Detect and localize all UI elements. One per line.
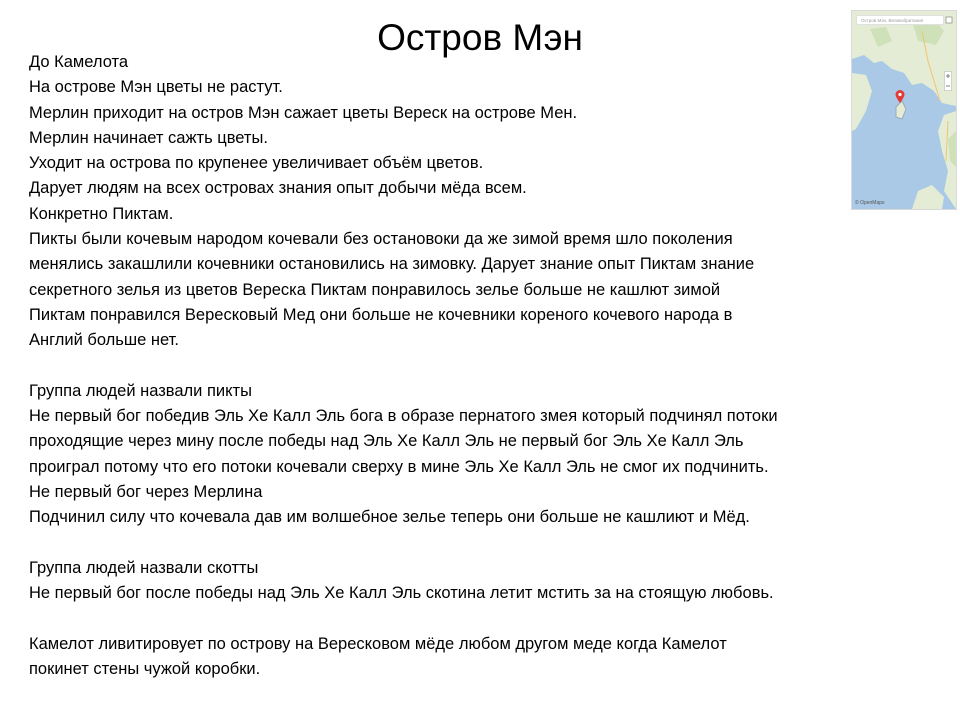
body-line: Конкретно Пиктам. [29,204,174,223]
map-search-input[interactable]: Остров Мэн, Великобритания [856,15,944,25]
body-line: Подчинил силу что кочевала дав им волшебное зелье теперь они больше не кашлиют и Мёд. [29,508,750,527]
body-line: На острове Мэн цветы не растут. [29,78,283,97]
body-line: До Камелота [29,53,129,71]
body-line: Не первый бог победив Эль Хе Калл Эль бога в образе пернатого змея который подчинял потоки [29,407,778,426]
body-line: Группа людей назвали пикты [29,381,252,400]
body-text [29,50,909,682]
body-line: Дарует людям на всех островах знания опыт добычи мёда всем. [29,179,527,198]
body-line: Пикты были кочевым народом кочевали без остановоки да же зимой время шло поколения [29,230,733,249]
body-line: проходящие через мину после победы над Эль Хе Калл Эль не первый бог Эль Хе Калл Эль [29,432,744,451]
zoom-controls[interactable] [944,71,952,91]
body-line: Англий больше нет. [29,331,179,350]
body-line: менялись закашлили кочевники остановились на зимовку. Дарует знание опыт Пиктам знание [29,255,755,274]
body-line: Мерлин приходит на остров Мэн сажает цветы Вереск на острове Мен. [29,103,578,122]
body-line: Не первый бог через Мерлина [29,483,263,502]
body-line: Группа людей назвали скотты [29,558,259,577]
body-line: Камелот ливитировует по острову на Вересковом мёде любом другом меде когда Камелот [29,634,727,653]
page-title: Остров Мэн [377,17,583,58]
body-line: секретного зелья из цветов Вереска Пиктам понравилось зелье больше не кашлют зимой [29,280,721,299]
body-line: проиграл потому что его потоки кочевали сверху в мине Эль Хе Калл Эль не смог их подчинить. [29,457,769,476]
map-attribution: © OpenMaps [855,200,885,206]
layers-icon[interactable] [945,16,953,24]
body-line: Пиктам понравился Вересковый Мед они больше не кочевники кореного кочевого народа в [29,305,733,324]
body-line [29,354,909,379]
body-line: Мерлин начинает сажть цветы. [29,128,268,147]
body-line: Не первый бог после победы над Эль Хе Калл Эль скотина летит мстить за на стоящую любовь. [29,584,774,603]
body-line: Уходит на острова по крупенее увеличивает объём цветов. [29,154,484,173]
body-line [29,607,909,632]
body-line [29,531,909,556]
body-line: покинет стены чужой коробки. [29,660,261,679]
